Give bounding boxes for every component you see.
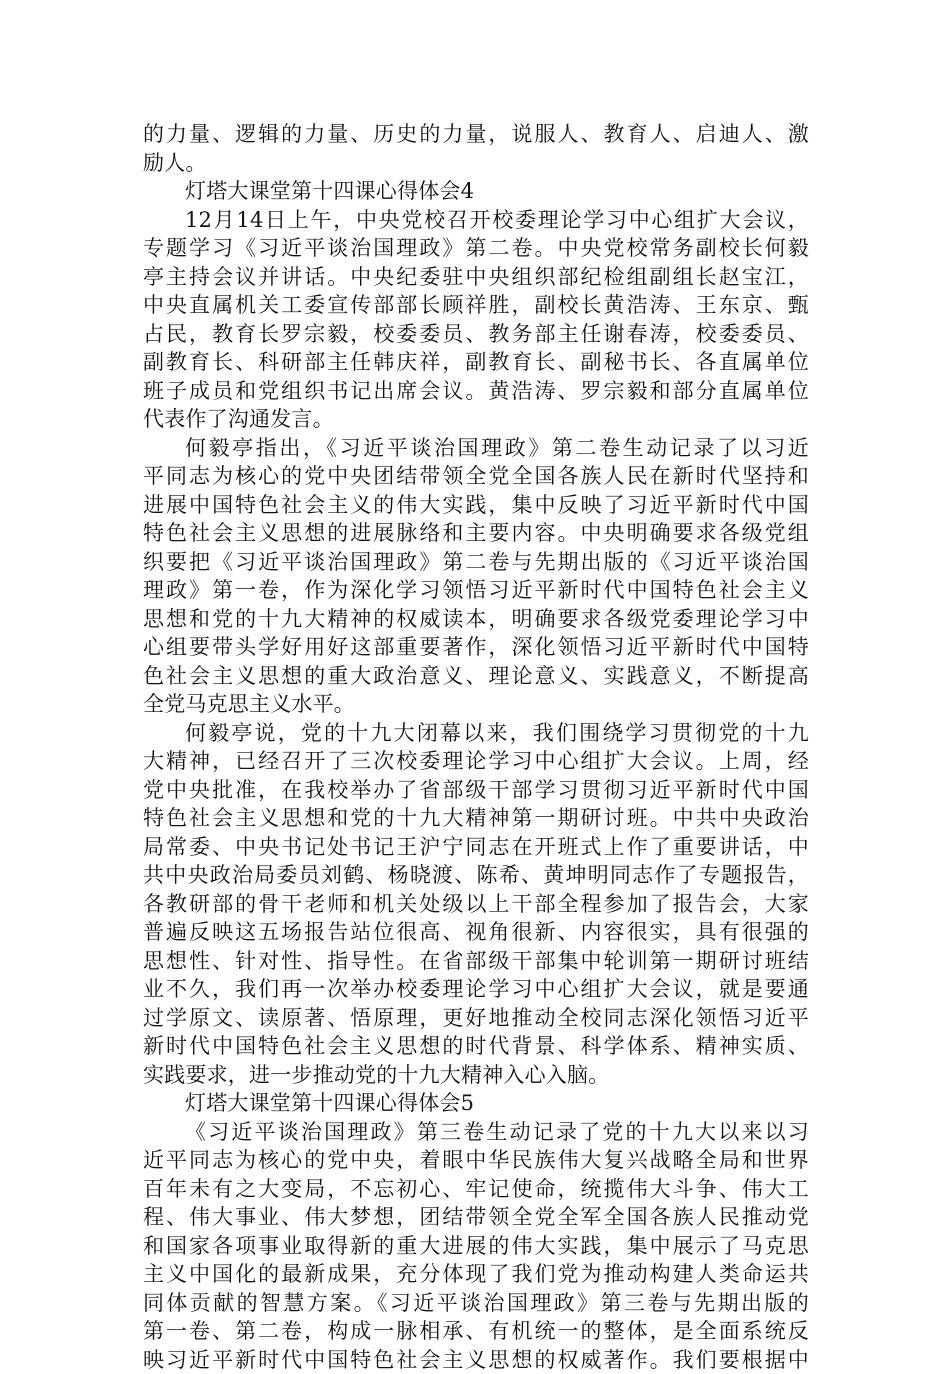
paragraph-line: 何毅亭说，党的十九大闭幕以来，我们围绕学习贯彻党的十九 [143,719,809,748]
section-heading: 灯塔大课堂第十四课心得体会5 [143,1089,809,1118]
paragraph-line: 映习近平新时代中国特色社会主义思想的权威著作。我们要根据中 [143,1346,809,1374]
paragraph-line: 专题学习《习近平谈治国理政》第二卷。中央党校常务副校长何毅 [143,234,809,263]
document-body [143,120,809,1374]
paragraph-line: 中央直属机关工委宣传部部长顾祥胜，副校长黄浩涛、王东京、甄 [143,291,809,320]
paragraph-line: 过学原文、读原著、悟原理，更好地推动全校同志深化领悟习近平 [143,1004,809,1033]
paragraph-line: 业不久，我们再一次举办校委理论学习中心组扩大会议，就是要通 [143,975,809,1004]
paragraph-line: 主义中国化的最新成果，充分体现了我们党为推动构建人类命运共 [143,1260,809,1289]
paragraph-line: 进展中国特色社会主义的伟大实践，集中反映了习近平新时代中国 [143,491,809,520]
paragraph-line: 和国家各项事业取得新的重大进展的伟大实践，集中展示了马克思 [143,1232,809,1261]
paragraph-line: 心组要带头学好用好这部重要著作，深化领悟习近平新时代中国特 [143,633,809,662]
paragraph-line: 近平同志为核心的党中央，着眼中华民族伟大复兴战略全局和世界 [143,1146,809,1175]
paragraph-line: 局常委、中央书记处书记王沪宁同志在开班式上作了重要讲话，中 [143,833,809,862]
paragraph-line: 平同志为核心的党中央团结带领全党全国各族人民在新时代坚持和 [143,462,809,491]
paragraph-line: 各教研部的骨干老师和机关处级以上干部全程参加了报告会，大家 [143,890,809,919]
paragraph-line: 实践要求，进一步推动党的十九大精神入心入脑。 [143,1061,809,1090]
paragraph-line: 班子成员和党组织书记出席会议。黄浩涛、罗宗毅和部分直属单位 [143,377,809,406]
paragraph-line: 同体贡献的智慧方案。《习近平谈治国理政》第三卷与先期出版的 [143,1289,809,1318]
paragraph-line: 特色社会主义思想和党的十九大精神第一期研讨班。中共中央政治 [143,804,809,833]
paragraph-line: 百年未有之大变局，不忘初心、牢记使命，统揽伟大斗争、伟大工 [143,1175,809,1204]
paragraph-line: 占民，教育长罗宗毅，校委委员、教务部主任谢春涛，校委委员、 [143,320,809,349]
paragraph-line: 励人。 [143,149,809,178]
paragraph-line: 新时代中国特色社会主义思想的时代背景、科学体系、精神实质、 [143,1032,809,1061]
paragraph-line: 织要把《习近平谈治国理政》第二卷与先期出版的《习近平谈治国 [143,548,809,577]
section-heading: 灯塔大课堂第十四课心得体会4 [143,177,809,206]
paragraph-line: 亭主持会议并讲话。中央纪委驻中央组织部纪检组副组长赵宝江， [143,263,809,292]
paragraph-line: 程、伟大事业、伟大梦想，团结带领全党全军全国各族人民推动党 [143,1203,809,1232]
paragraph-line: 色社会主义思想的重大政治意义、理论意义、实践意义，不断提高 [143,662,809,691]
paragraph-line: 思想和党的十九大精神的权威读本，明确要求各级党委理论学习中 [143,605,809,634]
paragraph-line: 普遍反映这五场报告站位很高、视角很新、内容很实，具有很强的 [143,918,809,947]
paragraph-line: 党中央批准，在我校举办了省部级干部学习贯彻习近平新时代中国 [143,776,809,805]
paragraph-line: 思想性、针对性、指导性。在省部级干部集中轮训第一期研讨班结 [143,947,809,976]
paragraph-line: 12月14日上午，中央党校召开校委理论学习中心组扩大会议， [143,206,809,235]
paragraph-line: 何毅亭指出，《习近平谈治国理政》第二卷生动记录了以习近 [143,434,809,463]
paragraph-line: 特色社会主义思想的进展脉络和主要内容。中央明确要求各级党组 [143,519,809,548]
paragraph-line: 的力量、逻辑的力量、历史的力量，说服人、教育人、启迪人、激 [143,120,809,149]
paragraph-line: 《习近平谈治国理政》第三卷生动记录了党的十九大以来以习 [143,1118,809,1147]
paragraph-line: 共中央政治局委员刘鹤、杨晓渡、陈希、黄坤明同志作了专题报告， [143,861,809,890]
paragraph-line: 理政》第一卷，作为深化学习领悟习近平新时代中国特色社会主义 [143,576,809,605]
paragraph-line: 大精神，已经召开了三次校委理论学习中心组扩大会议。上周，经 [143,747,809,776]
paragraph-line: 代表作了沟通发言。 [143,405,809,434]
paragraph-line: 副教育长、科研部主任韩庆祥，副教育长、副秘书长、各直属单位 [143,348,809,377]
paragraph-line: 全党马克思主义水平。 [143,690,809,719]
paragraph-line: 第一卷、第二卷，构成一脉相承、有机统一的整体，是全面系统反 [143,1317,809,1346]
